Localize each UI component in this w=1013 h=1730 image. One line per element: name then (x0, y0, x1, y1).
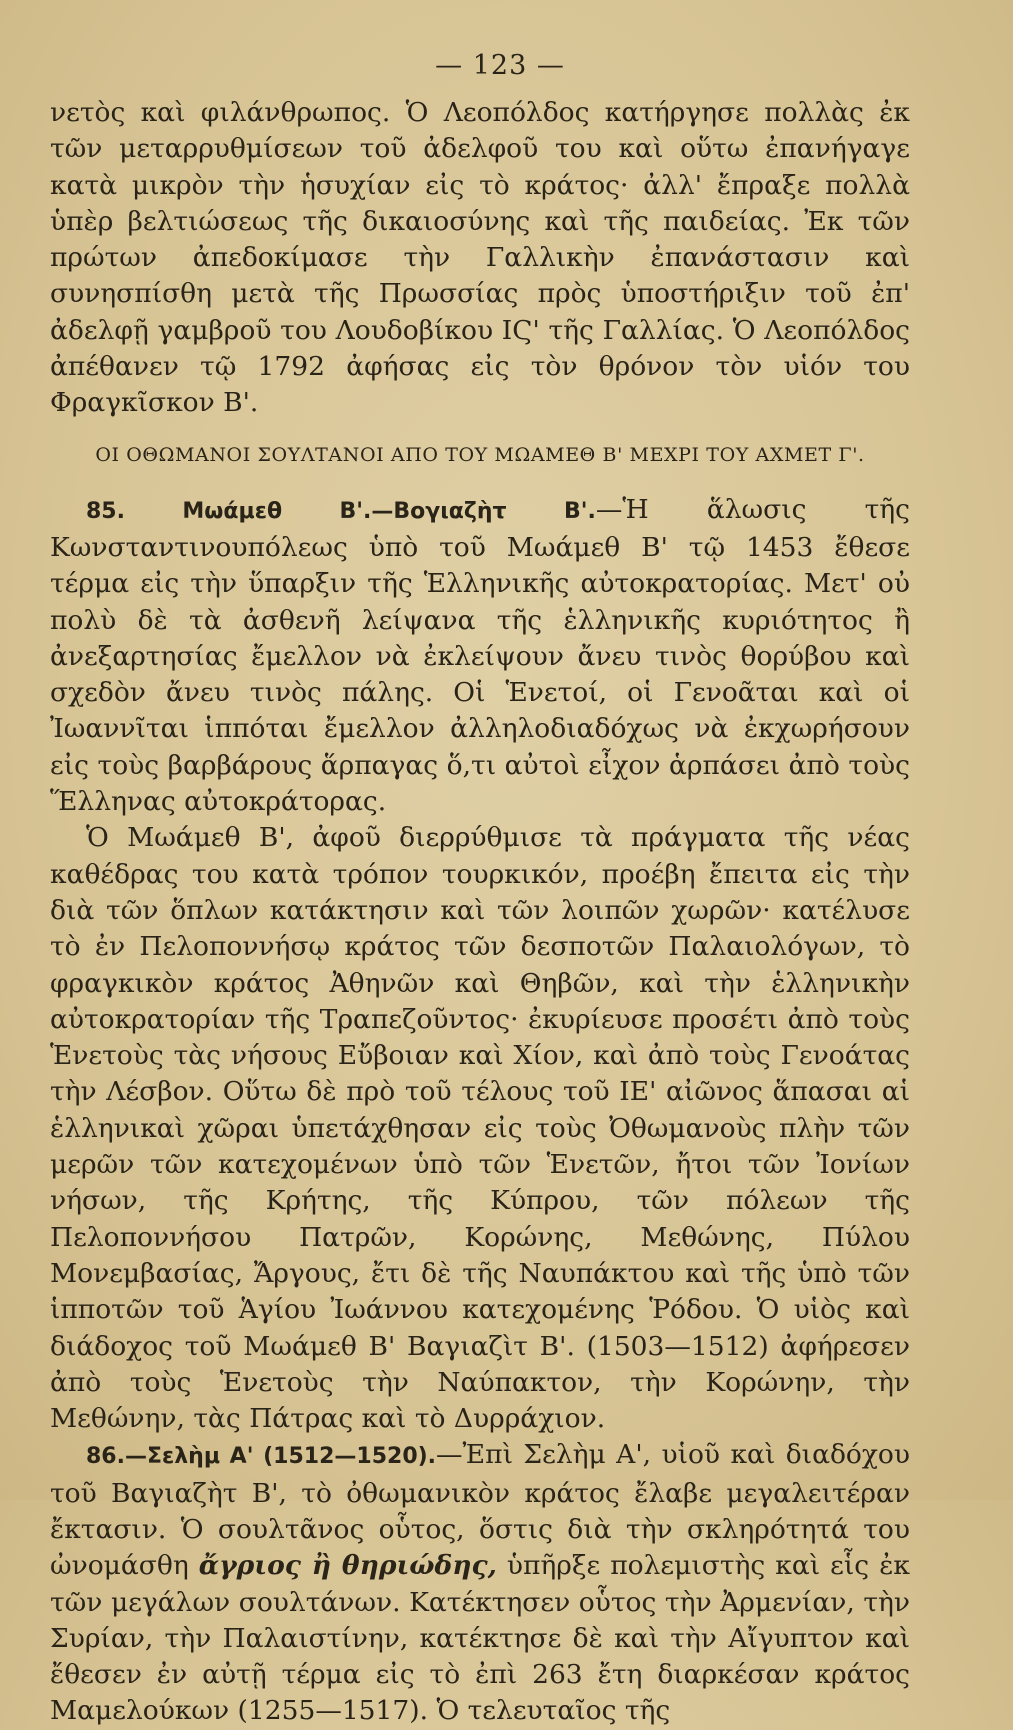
continued-paragraph: νετὸς καὶ φιλάνθρωπος. Ὁ Λεοπόλδος κατήργησε πολλὰς ἐκ τῶν μεταρρυθμίσεων τοῦ ἀδελφοῦ του καὶ οὕτω ἐπανήγαγε κατὰ μικρὸν τὴν ἡσυχίαν εἰς τὸ κράτος· ἀλλ' ἔπραξε πολλὰ ὑπὲρ βελτιώσεως τῆς δικαιοσύνης καὶ τῆς παιδείας. Ἐκ τῶν πρώτων ἀπεδοκίμασε τὴν Γαλλικὴν ἐπανάστασιν καὶ συνησπίσθη μετὰ τῆς Πρωσσίας πρὸς ὑποστήριξιν τοῦ ἐπ' ἀδελφῇ γαμβροῦ του Λουδοβίκου ΙϚ' τῆς Γαλλίας. Ὁ Λεοπόλδος ἀπέθανεν τῷ 1792 ἀφήσας εἰς τὸν θρόνον τὸν υἱόν του Φραγκῖσκον Β'. (50, 97, 910, 419)
page-number: — 123 — (435, 50, 565, 81)
section-heading: ΟΙ ΟΘΩΜΑΝΟΙ ΣΟΥΛΤΑΝΟΙ ΑΠΟ ΤΟΥ ΜΩΑΜΕΘ Β' ΜΕΧΡΙ ΤΟΥ ΑΧΜΕΤ Γ'. (95, 443, 865, 466)
section-85-paragraph (50, 492, 910, 821)
section-86-text-a: —Ἐπὶ Σελὴμ Α', υἱοῦ καὶ διαδόχου τοῦ Βαγιαζὴτ Β', τὸ ὀθωμανικὸν κράτος ἔλαβε μεγαλειτέραν ἔκτασιν. Ὁ σουλτᾶνος οὗτος, ὅστις διὰ τὴν σκληρότητά του ὠνομάσθη (50, 1439, 910, 1582)
section-86-label: 86.—Σελὴμ Α' (1512—1520). (86, 1444, 437, 1470)
section-85-text: —Ἡ ἅλωσις τῆς Κωνσταντινουπόλεως ὑπὸ τοῦ Μωάμεθ Β' τῷ 1453 ἔθεσε τέρμα εἰς τὴν ὕπαρξιν τῆς Ἑλληνικῆς αὐτοκρατορίας. Μετ' οὐ πολὺ δὲ τὰ ἀσθενῆ λείψανα τῆς ἑλληνικῆς κυριότητος ἢ ἀνεξαρτησίας ἔμελλον νὰ ἐκλείψουν ἄνευ τινὸς θορύβου καὶ σχεδὸν ἄνευ τινὸς πάλης. Οἱ Ἑνετοί, οἱ Γενοᾶται καὶ οἱ Ἰωαννῖται ἱππόται ἔμελλον ἀλληλοδιαδόχως νὰ ἐκχωρήσουν εἰς τοὺς βαρβάρους ἅρπαγας ὅ,τι αὐτοὶ εἶχον ἁρπάσει ἀπὸ τοὺς Ἕλληνας αὐτοκράτορας. (50, 493, 910, 818)
section-86-paragraph (50, 1437, 910, 1729)
book-page (50, 50, 910, 1730)
section-86-emphasis: ἄγριος ἢ θηριώδης, (198, 1550, 497, 1582)
section-85-label: 85. Μωάμεθ Β'.—Βογιαζὴτ Β'. (86, 498, 596, 524)
section-86-text-b: ὑπῆρξε πολεμιστὴς καὶ εἷς ἐκ τῶν μεγάλων σουλτάνων. Κατέκτησεν οὗτος τὴν Ἀρμενίαν, τὴν Συρίαν, τὴν Παλαιστίνην, κατέκτησε δὲ καὶ τὴν Αἴγυπτον καὶ ἔθεσεν ἐν αὐτῇ τέρμα εἰς τὸ ἐπὶ 263 ἔτη διαρκέσαν κράτος Μαμελούκων (1255—1517). Ὁ τελευταῖος τῆς (50, 1550, 910, 1727)
section-85-paragraph-2: Ὁ Μωάμεθ Β', ἀφοῦ διερρύθμισε τὰ πράγματα τῆς νέας καθέδρας του κατὰ τρόπον τουρκικόν, προέβη ἔπειτα εἰς τὴν διὰ τῶν ὅπλων κατάκτησιν καὶ τῶν λοιπῶν χωρῶν· κατέλυσε τὸ ἐν Πελοποννήσῳ κράτος τῶν δεσποτῶν Παλαιολόγων, τὸ φραγκικὸν κράτος Ἀθηνῶν καὶ Θηβῶν, καὶ τὴν ἑλληνικὴν αὐτοκρατορίαν τῆς Τραπεζοῦντος· ἐκυρίευσε προσέτι ἀπὸ τοὺς Ἑνετοὺς τὰς νήσους Εὔβοιαν καὶ Χίον, καὶ ἀπὸ τοὺς Γενοάτας τὴν Λέσβον. Οὕτω δὲ πρὸ τοῦ τέλους τοῦ ΙΕ' αἰῶνος ἅπασαι αἱ ἑλληνικαὶ χῶραι ὑπετάχθησαν εἰς τοὺς Ὀθωμανοὺς πλὴν τῶν μερῶν τῶν κατεχομένων ὑπὸ τῶν Ἑνετῶν, ἤτοι τῶν Ἰονίων νήσων, τῆς Κρήτης, τῆς Κύπρου, τῶν πόλεων τῆς Πελοποννήσου Πατρῶν, Κορώνης, Μεθώνης, Πύλου Μονεμβασίας, Ἄργους, ἔτι δὲ τῆς Ναυπάκτου καὶ τῆς ὑπὸ τῶν ἱπποτῶν τοῦ Ἁγίου Ἰωάννου κατεχομένης Ῥόδου. Ὁ υἱὸς καὶ διάδοχος τοῦ Μωάμεθ Β' Βαγιαζὶτ Β'. (1503—1512) ἀφήρεσεν ἀπὸ τοὺς Ἑνετοὺς τὴν Ναύπακτον, τὴν Κορώνην, τὴν Μεθώνην, τὰς Πάτρας καὶ τὸ Δυρράχιον. (50, 822, 910, 1435)
